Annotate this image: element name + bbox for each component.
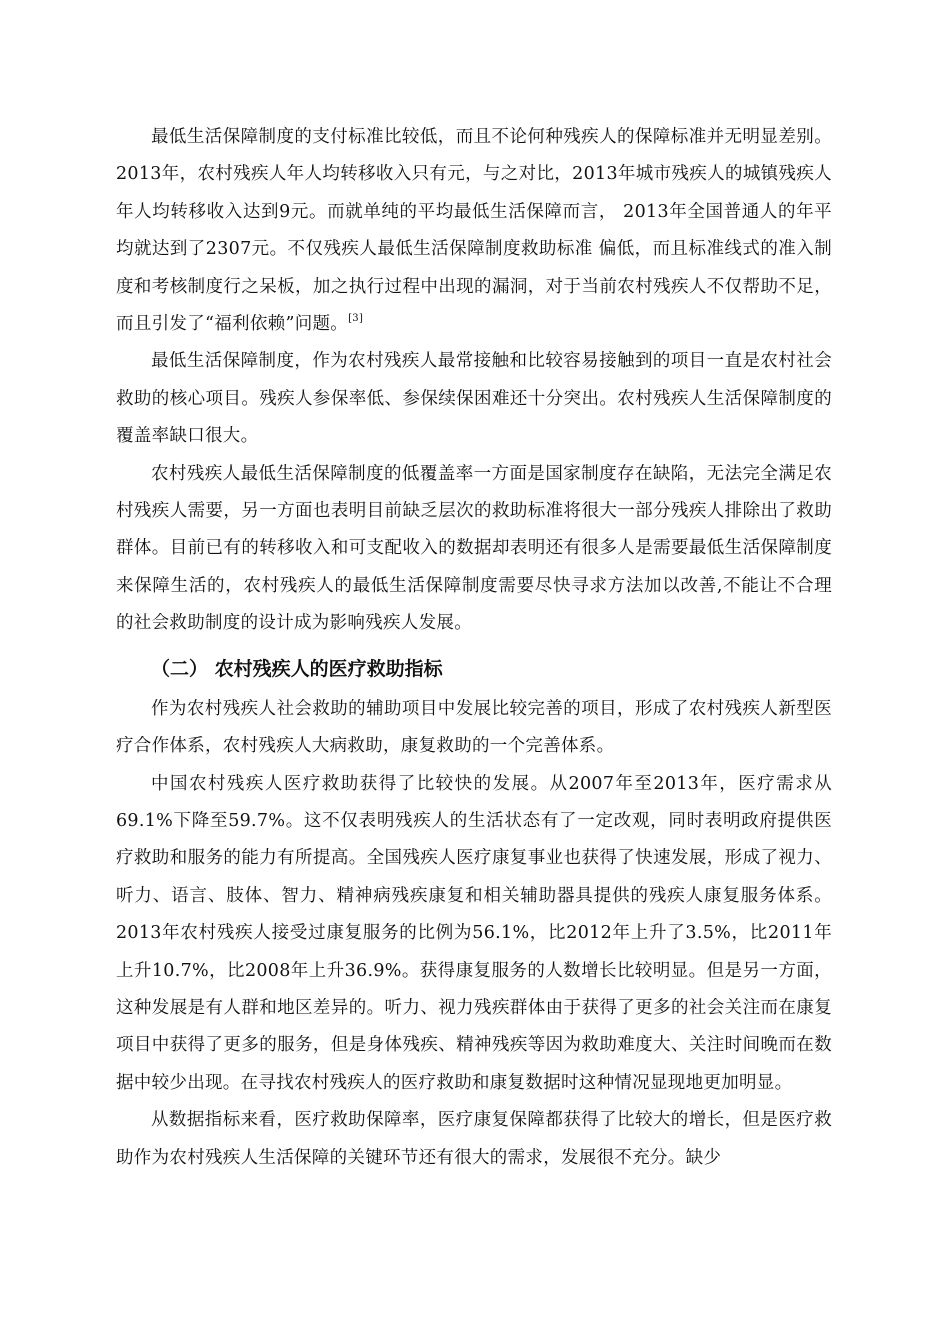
- paragraph-medical-system: 作为农村残疾人社会救助的辅助项目中发展比较完善的项目，形成了农村残疾人新型医疗合作体系，农村残疾人大病救助，康复救助的一个完善体系。: [116, 698, 832, 757]
- paragraph-medical-development: 中国农村残疾人医疗救助获得了比较快的发展。从2007年至2013年，医疗需求从69.1%下降至59.7%。这不仅表明残疾人的生活状态有了一定改观，同时表明政府提供医疗救助和服务的能力有所提高。全国残疾人医疗康复事业也获得了快速发展，形成了视力、听力、语言、肢体、智力、精神病残疾康复和相关辅助器具提供的残疾人康复服务体系。2013年农村残疾人接受过康复服务的比例为56.1%，比2012年上升了3.5%，比2011年上升10.7%，比2008年上升36.9%。获得康复服务的人数增长比较明显。但是另一方面，这种发展是有人群和地区差异的。听力、视力残疾群体由于获得了更多的社会关注而在康复项目中获得了更多的服务，但是身体残疾、精神残疾等因为救助难度大、关注时间晚而在数据中较少出现。在寻找农村残疾人的医疗救助和康复数据时这种情况显现地更加明显。: [116, 773, 832, 1093]
- document-body: [116, 119, 832, 1177]
- paragraph-data-indicators: 从数据指标来看，医疗救助保障率，医疗康复保障都获得了比较大的增长，但是医疗救助作为农村残疾人生活保障的关键环节还有很大的需求，发展很不充分。缺少: [116, 1110, 832, 1168]
- section-heading: （二） 农村残疾人的医疗救助指标: [151, 657, 443, 680]
- paragraph-core-project: 最低生活保障制度，作为农村残疾人最常接触和比较容易接触到的项目一直是农村社会救助的核心项目。残疾人参保率低、参保续保困难还十分突出。农村残疾人生活保障制度的覆盖率缺口很大。: [116, 351, 832, 447]
- paragraph-minimum-living-standard: [116, 119, 832, 343]
- paragraph-text: 最低生活保障制度的支付标准比较低，而且不论何种残疾人的保障标准并无明显差别。2013年，农村残疾人年人均转移收入只有元，与之对比，2013年城市残疾人的城镇残疾人年人均转移收入达到9元。而就单纯的平均最低生活保障而言， 2013年全国普通人的年平均就达到了2307元。不仅残疾人最低生活保障制度救助标准 偏低，而且标准线式的准入制度和考核制度行之呆板，加之执行过程中出现的漏洞，对于当前农村残疾人不仅帮助不足，而且引发了“福利依赖”问题。: [116, 127, 832, 335]
- paragraph-low-coverage: 农村残疾人最低生活保障制度的低覆盖率一方面是国家制度存在缺陷，无法完全满足农村残疾人需要，另一方面也表明目前缺乏层次的救助标准将很大一部分残疾人排除出了救助群体。目前已有的转移收入和可支配收入的数据却表明还有很多人是需要最低生活保障制度来保障生活的，农村残疾人的最低生活保障制度需要尽快寻求方法加以改善,不能让不合理的社会救助制度的设计成为影响残疾人发展。: [116, 463, 832, 634]
- citation-marker: [3]: [348, 313, 364, 325]
